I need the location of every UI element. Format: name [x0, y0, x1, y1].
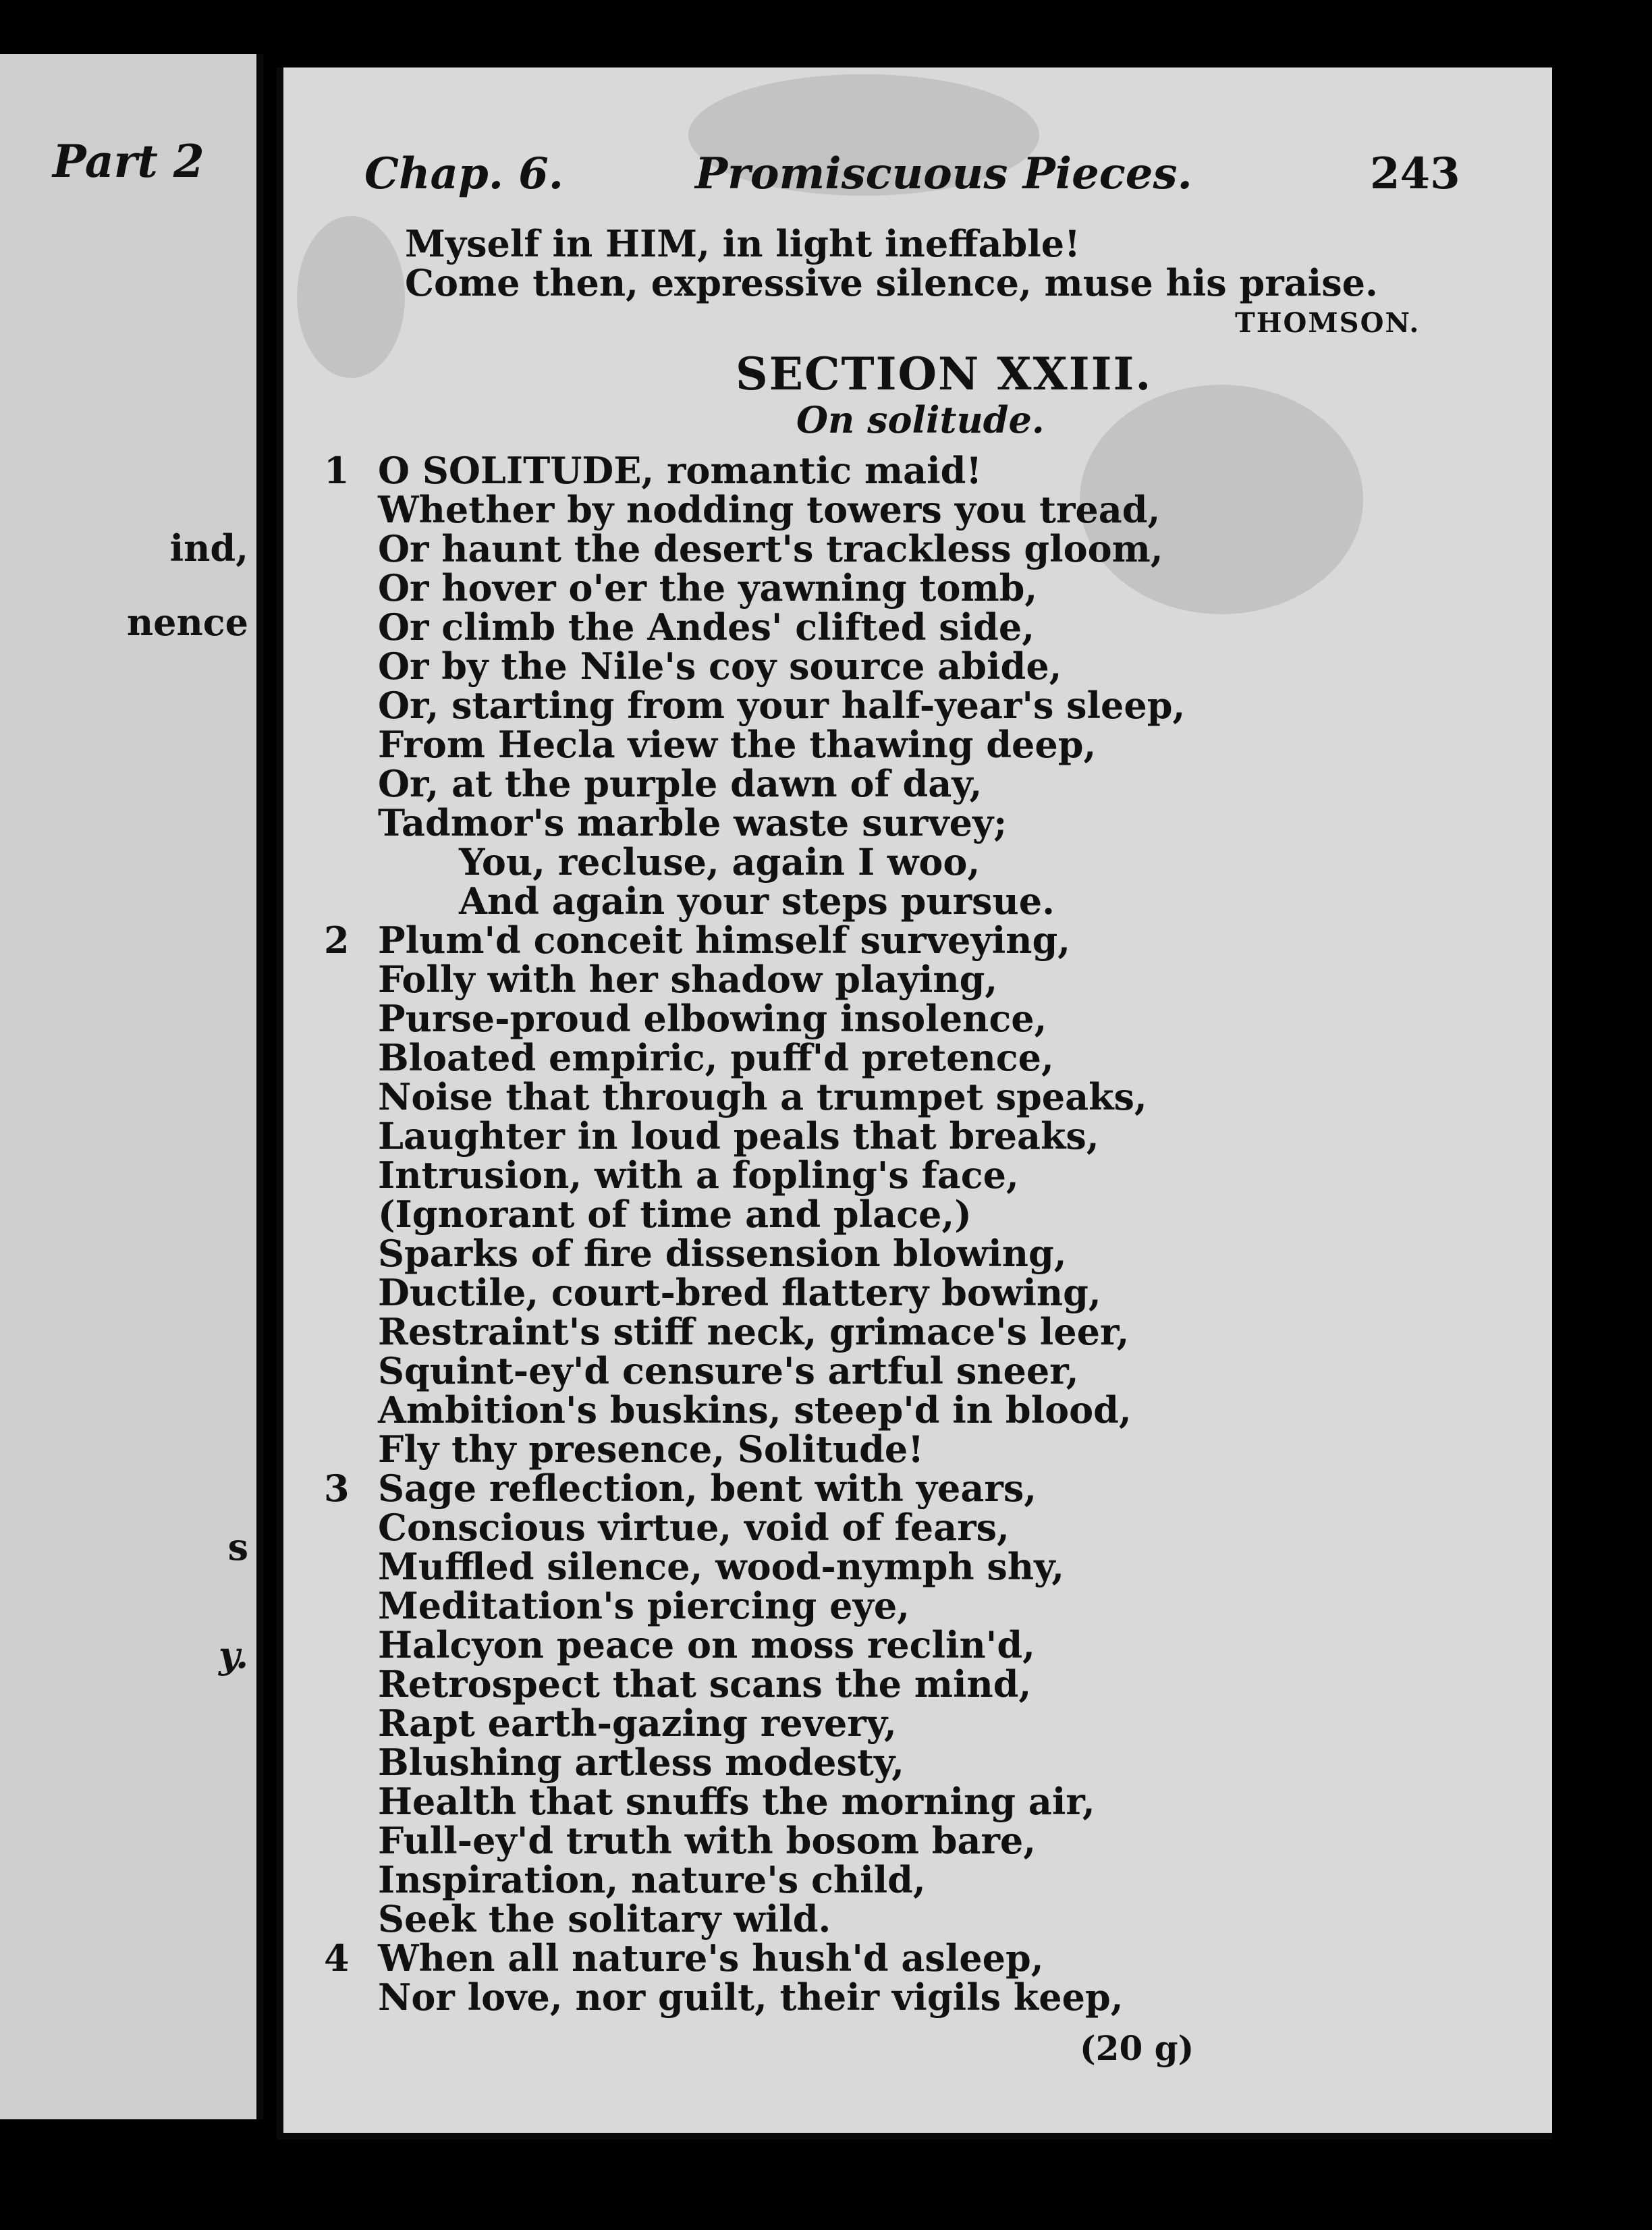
poem-line-text: Seek the solitary wild. [378, 1897, 831, 1940]
poem-line [324, 1467, 1485, 1510]
poem-line [324, 1897, 1485, 1940]
poem-line [324, 1427, 1485, 1471]
poem-line [324, 1780, 1485, 1823]
poem-line-text: Or by the Nile's coy source abide, [378, 645, 1062, 688]
poem-line [324, 997, 1485, 1040]
left-page-fragment: ind, [169, 526, 248, 570]
poem-line-text: Rapt earth-gazing revery, [378, 1702, 897, 1745]
poem-line [324, 684, 1485, 727]
attribution: THOMSON. [1235, 307, 1421, 339]
poem-line [324, 840, 1485, 883]
page-number: 243 [1370, 148, 1460, 199]
poem-body [324, 449, 1485, 2019]
poem-line-text: Tadmor's marble waste survey; [378, 801, 1008, 844]
poem-line-text: Retrospect that scans the mind, [378, 1662, 1032, 1706]
running-title: Promiscuous Pieces. [695, 148, 1192, 199]
poem-line [324, 1349, 1485, 1392]
poem-line [324, 1858, 1485, 1901]
poem-line [324, 1271, 1485, 1314]
left-page-fragment: y. [219, 1633, 248, 1677]
poem-line-text: Or haunt the desert's trackless gloom, [378, 527, 1163, 570]
left-page-fragment: s [227, 1525, 248, 1569]
poem-line-text: From Hecla view the thawing deep, [378, 723, 1097, 766]
chapter-label: Chap. 6. [364, 148, 564, 199]
poem-line-text: Bloated empiric, puff'd pretence, [378, 1036, 1054, 1079]
left-page-fragment: nence [126, 601, 248, 644]
poem-line-text: Laughter in loud peals that breaks, [378, 1114, 1099, 1158]
poem-line-text: Or, at the purple dawn of day, [378, 762, 983, 805]
poem-line [324, 1662, 1485, 1706]
poem-line-text: You, recluse, again I woo, [459, 840, 981, 883]
poem-line-text: Sage reflection, bent with years, [378, 1467, 1037, 1510]
poem-line-text: And again your steps pursue. [459, 879, 1055, 923]
poem-line-text: Folly with her shadow playing, [378, 958, 998, 1001]
opening-line: Come then, expressive silence, muse his praise. [405, 261, 1378, 304]
poem-line [324, 449, 1485, 492]
poem-line-text: Conscious virtue, void of fears, [378, 1506, 1010, 1549]
poem-line-text: Full-ey'd truth with bosom bare, [378, 1819, 1037, 1862]
poem-line [324, 1114, 1485, 1158]
poem-line-text: When all nature's hush'd asleep, [378, 1936, 1044, 1980]
poem-line [324, 1153, 1485, 1197]
poem-line-text: Noise that through a trumpet speaks, [378, 1075, 1147, 1118]
poem-line [324, 566, 1485, 609]
poem-line-text: Or, starting from your half-year's sleep, [378, 684, 1186, 727]
poem-line-text: Purse-proud elbowing insolence, [378, 997, 1047, 1040]
poem-line [324, 1506, 1485, 1549]
poem-line [324, 1388, 1485, 1432]
poem-line-text: (Ignorant of time and place,) [378, 1193, 972, 1236]
poem-line-text: Plum'd conceit himself surveying, [378, 919, 1071, 962]
opening-line: Myself in HIM, in light ineffable! [405, 222, 1080, 265]
poem-line [324, 1976, 1485, 2019]
signature-mark: (20 g) [1080, 2028, 1194, 2068]
poem-line-text: Fly thy presence, Solitude! [378, 1427, 924, 1471]
section-subtitle: On solitude. [796, 398, 1045, 441]
poem-line [324, 879, 1485, 923]
section-title: SECTION XXIII. [736, 348, 1153, 400]
poem-line [324, 605, 1485, 649]
poem-line [324, 645, 1485, 688]
stanza-number: 2 [324, 919, 350, 962]
poem-line [324, 801, 1485, 844]
running-head [283, 148, 1552, 209]
poem-line [324, 1193, 1485, 1236]
poem-line [324, 1036, 1485, 1079]
poem-line-text: Nor love, nor guilt, their vigils keep, [378, 1976, 1124, 2019]
poem-line-text: Ductile, court-bred flattery bowing, [378, 1271, 1101, 1314]
poem-line [324, 488, 1485, 531]
poem-line-text: Or climb the Andes' clifted side, [378, 605, 1035, 649]
poem-line [324, 958, 1485, 1001]
stanza-number: 4 [324, 1936, 350, 1980]
water-stain [297, 216, 405, 378]
poem-line-text: Whether by nodding towers you tread, [378, 488, 1161, 531]
poem-line [324, 1310, 1485, 1353]
poem-line-text: Health that snuffs the morning air, [378, 1780, 1095, 1823]
poem-line-text: Squint-ey'd censure's artful sneer, [378, 1349, 1079, 1392]
left-running-head: Part 2 [53, 135, 204, 188]
poem-line [324, 1819, 1485, 1862]
poem-line [324, 1584, 1485, 1627]
poem-line-text: Ambition's buskins, steep'd in blood, [378, 1388, 1132, 1432]
poem-line [324, 1936, 1485, 1980]
poem-line [324, 527, 1485, 570]
poem-line-text: Restraint's stiff neck, grimace's leer, [378, 1310, 1130, 1353]
poem-line-text: Sparks of fire dissension blowing, [378, 1232, 1067, 1275]
stanza-number: 3 [324, 1467, 350, 1510]
poem-line [324, 1702, 1485, 1745]
poem-line-text: Inspiration, nature's child, [378, 1858, 926, 1901]
poem-line [324, 919, 1485, 962]
stanza-number: 1 [324, 449, 350, 492]
poem-line-text: Halcyon peace on moss reclin'd, [378, 1623, 1035, 1666]
poem-line [324, 1075, 1485, 1118]
poem-line-text: O SOLITUDE, romantic maid! [378, 449, 983, 492]
poem-line-text: Intrusion, with a fopling's face, [378, 1153, 1019, 1197]
book-page [277, 67, 1552, 2140]
poem-line-text: Or hover o'er the yawning tomb, [378, 566, 1038, 609]
poem-line [324, 1741, 1485, 1784]
poem-line-text: Blushing artless modesty, [378, 1741, 904, 1784]
poem-line [324, 723, 1485, 766]
poem-line [324, 1545, 1485, 1588]
poem-line-text: Muffled silence, wood-nymph shy, [378, 1545, 1065, 1588]
poem-line [324, 1232, 1485, 1275]
poem-line [324, 1623, 1485, 1666]
poem-line [324, 762, 1485, 805]
left-facing-page [0, 54, 263, 2119]
poem-line-text: Meditation's piercing eye, [378, 1584, 910, 1627]
